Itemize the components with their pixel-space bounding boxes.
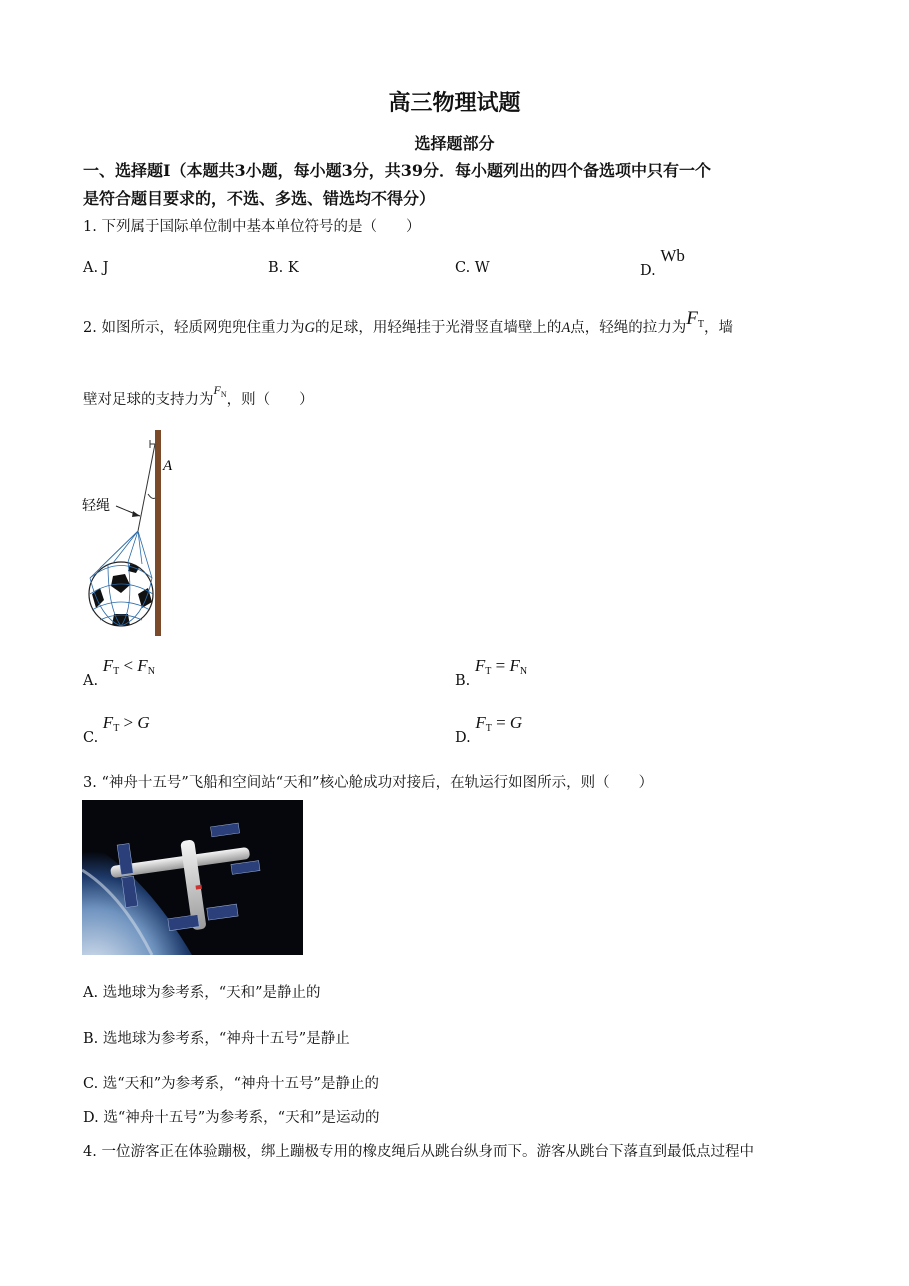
q2-stem-text-3: 点，轻绳的拉力为: [570, 320, 687, 336]
section-heading: 选择题部分: [414, 134, 495, 153]
q2-stem-text-5: 壁对足球的支持力为: [83, 392, 214, 408]
q1-option-a-text: J: [102, 260, 109, 276]
q2-option-c-formula: $F_T > G$: [102, 713, 150, 734]
q1-option-b-label: B.: [268, 260, 284, 276]
q2-var-ft: $F_T$: [686, 308, 705, 330]
q2-var-g: G: [304, 320, 315, 336]
q1-option-c: [455, 260, 490, 276]
q1-stem: 1. 下列属于国际单位制中基本单位符号的是（ ）: [83, 219, 421, 235]
q2-option-d-formula: $F_T = G$: [475, 713, 523, 734]
q2-option-a: [83, 656, 155, 689]
q3-option-b: B. 选地球为参考系，“神舟十五号”是静止: [83, 1031, 350, 1047]
point-a-label: A: [163, 458, 173, 474]
section-instructions-line2: 是符合题目要求的，不选、多选、错选均不得分）: [83, 189, 436, 208]
q1-option-b: [268, 260, 299, 276]
q1-option-c-label: C.: [455, 260, 471, 276]
q1-option-b-text: K: [287, 260, 299, 276]
q2-stem-line2: [83, 383, 314, 409]
q2-var-a: A: [561, 320, 571, 336]
q2-option-d-label: D.: [455, 730, 471, 746]
q1-option-d-text: Wb: [660, 246, 685, 265]
q3-stem: 3. “神舟十五号”飞船和空间站“天和”核心舱成功对接后，在轨运行如图所示，则（ ）: [83, 775, 654, 791]
q2-option-b: [455, 656, 528, 689]
q1-option-d-label: D.: [640, 263, 656, 279]
space-station-photo: [82, 800, 303, 955]
q2-option-d: [455, 713, 523, 746]
rope-label: 轻绳: [82, 498, 110, 514]
q2-figure-wall-ball: [78, 428, 188, 640]
q2-option-a-label: A.: [83, 673, 99, 689]
q2-option-a-formula: $F_T < F_N$: [102, 656, 155, 677]
q1-option-c-text: W: [474, 260, 490, 276]
q2-option-b-formula: $F_T = F_N$: [474, 656, 528, 677]
q2-var-fn: FN: [213, 383, 227, 399]
q2-stem-text-6: ，则（ ）: [226, 392, 314, 408]
angle-arc: [148, 494, 155, 499]
q2-stem-text-2: 的足球，用轻绳挂于光滑竖直墙壁上的: [314, 320, 562, 336]
q4-stem: 4. 一位游客正在体验蹦极，绑上蹦极专用的橡皮绳后从跳台纵身而下。游客从跳台下落直到最低点过程中: [83, 1144, 754, 1160]
q2-option-b-label: B.: [455, 673, 471, 689]
q2-stem-text-1: 2. 如图所示，轻质网兜兜住重力为: [83, 320, 305, 336]
q3-option-c: C. 选“天和”为参考系，“神舟十五号”是静止的: [83, 1076, 379, 1092]
q2-stem-text-4: ，墙: [704, 320, 734, 336]
q1-option-d: [640, 246, 685, 280]
q2-option-c: [83, 713, 150, 746]
q1-option-a-label: A.: [83, 260, 99, 276]
q3-option-a: A. 选地球为参考系，“天和”是静止的: [83, 985, 321, 1001]
q2-option-c-label: C.: [83, 730, 99, 746]
q2-stem-line1: [83, 308, 734, 338]
soccer-ball-icon: [89, 531, 153, 626]
q1-option-a: [83, 260, 109, 276]
rope-line: [138, 444, 155, 531]
q3-option-d: D. 选“神舟十五号”为参考系，“天和”是运动的: [83, 1110, 380, 1126]
wall: [155, 430, 161, 636]
page-title: 高三物理试题: [388, 90, 521, 116]
section-instructions-line1: 一、选择题Ⅰ（本题共3小题，每小题3分，共39分．每小题列出的四个备选项中只有一个: [83, 161, 712, 180]
